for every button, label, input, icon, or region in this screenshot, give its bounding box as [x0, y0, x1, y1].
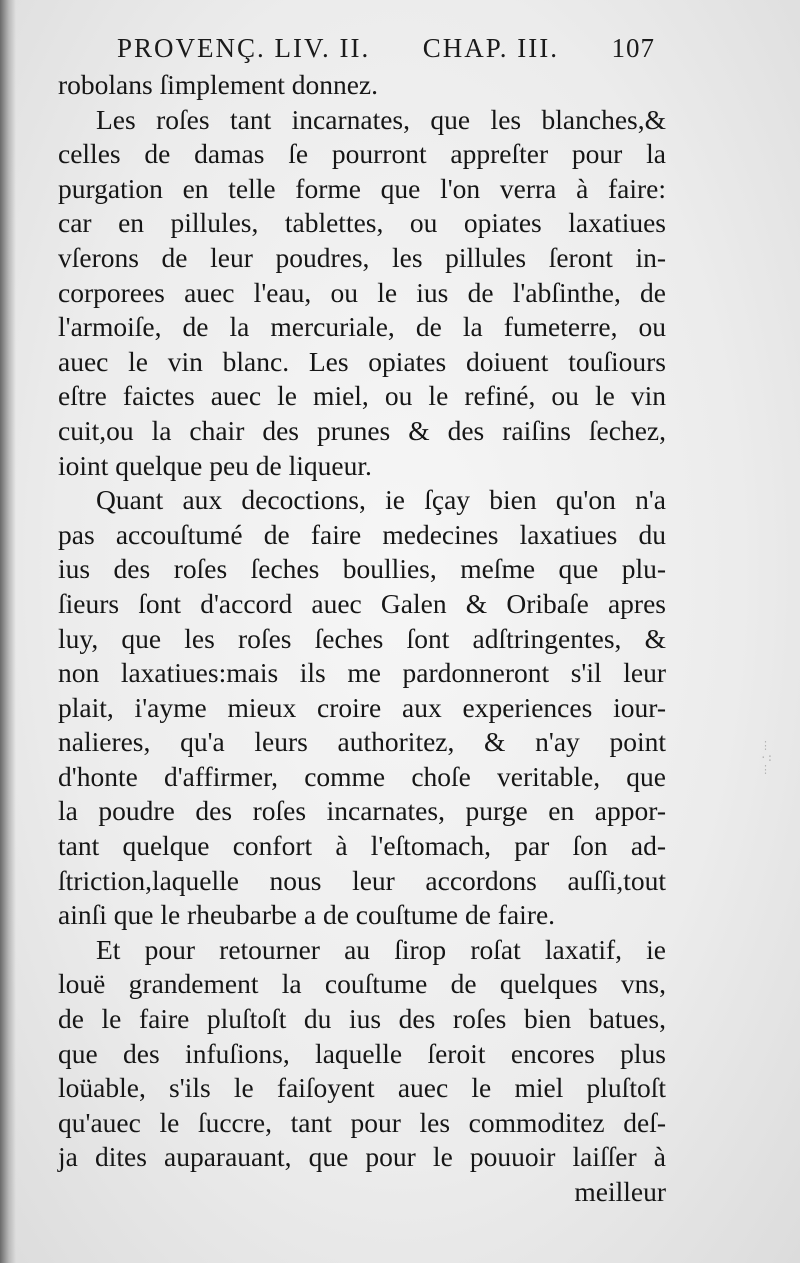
- text-line: tant quelque confort à l'eſtomach, par ſon ad-: [58, 830, 666, 862]
- page-gutter-shadow: [0, 0, 16, 1263]
- text-line: cuit,ou la chair des prunes & des raiſins ſechez,: [58, 414, 666, 446]
- text-line: loüable, s'ils le faiſoyent auec le miel pluſtoſt: [58, 1072, 666, 1104]
- text-line: car en pillules, tablettes, ou opiates laxatiues: [58, 207, 666, 239]
- text-line: Et pour retourner au ſirop roſat laxatif, ie: [96, 933, 666, 965]
- text-line: celles de damas ſe pourront appreſter pour la: [58, 138, 666, 170]
- margin-smudge: ⋮ ·: ⋮: [760, 739, 774, 776]
- text-line: eſtre faictes auec le miel, ou le refiné, ou le vin: [58, 380, 666, 412]
- text-line: nalieres, qu'a leurs authoritez, & n'ay point: [58, 726, 666, 758]
- text-line: luy, que les roſes ſeches ſont adſtringentes, &: [58, 622, 666, 654]
- text-line: Les roſes tant incarnates, que les blanches,&: [96, 103, 666, 135]
- text-line: que des infuſions, laquelle ſeroit encores plus: [58, 1037, 666, 1069]
- text-line: non laxatiues:mais ils me pardonneront s'il leur: [58, 657, 666, 689]
- text-line: ja dites auparauant, que pour le pouuoir laiſſer à: [58, 1141, 666, 1173]
- text-line: auec le vin blanc. Les opiates doiuent touſiours: [58, 345, 666, 377]
- text-line: ainſi que le rheubarbe a de couſtume de faire.: [58, 899, 556, 931]
- text-line: ioint quelque peu de liqueur.: [58, 449, 372, 481]
- catchword: meilleur: [574, 1176, 666, 1207]
- text-line: vſerons de leur poudres, les pillules ſeront in-: [58, 241, 666, 273]
- text-line: robolans ſimplement donnez.: [58, 69, 378, 100]
- page-number: 107: [611, 33, 655, 63]
- text-line: l'armoiſe, de la mercuriale, de la fumeterre, ou: [58, 311, 666, 343]
- text-line: Quant aux decoctions, ie ſçay bien qu'on n'a: [96, 484, 666, 516]
- text-line: plait, i'ayme mieux croire aux experiences iour-: [58, 691, 666, 723]
- running-head: [117, 30, 655, 64]
- running-head-chapter: CHAP. III.: [422, 33, 560, 63]
- text-line: louë grandement la couſtume de quelques vns,: [58, 968, 666, 1000]
- text-line: d'honte d'affirmer, comme choſe veritable, que: [58, 760, 666, 792]
- text-line: pas accouſtumé de faire medecines laxatiues du: [58, 518, 666, 550]
- text-line: ſieurs ſont d'accord auec Galen & Oribaſe apres: [58, 587, 666, 619]
- text-line: qu'auec le ſuccre, tant pour les commoditez deſ-: [58, 1106, 666, 1138]
- text-line: ius des roſes ſeches boullies, meſme que plu-: [58, 553, 666, 585]
- text-line: ſtriction,laquelle nous leur accordons auſſi,tout: [58, 864, 666, 896]
- body-text: [58, 68, 666, 1210]
- text-line: purgation en telle forme que l'on verra à faire:: [58, 172, 666, 204]
- text-line: la poudre des roſes incarnates, purge en appor-: [58, 795, 666, 827]
- text-line: corporees auec l'eau, ou le ius de l'abſinthe, de: [58, 276, 666, 308]
- running-head-book: PROVENÇ. LIV. II.: [117, 33, 371, 63]
- text-line: de le faire pluſtoſt du ius des roſes bien batues,: [58, 1003, 666, 1035]
